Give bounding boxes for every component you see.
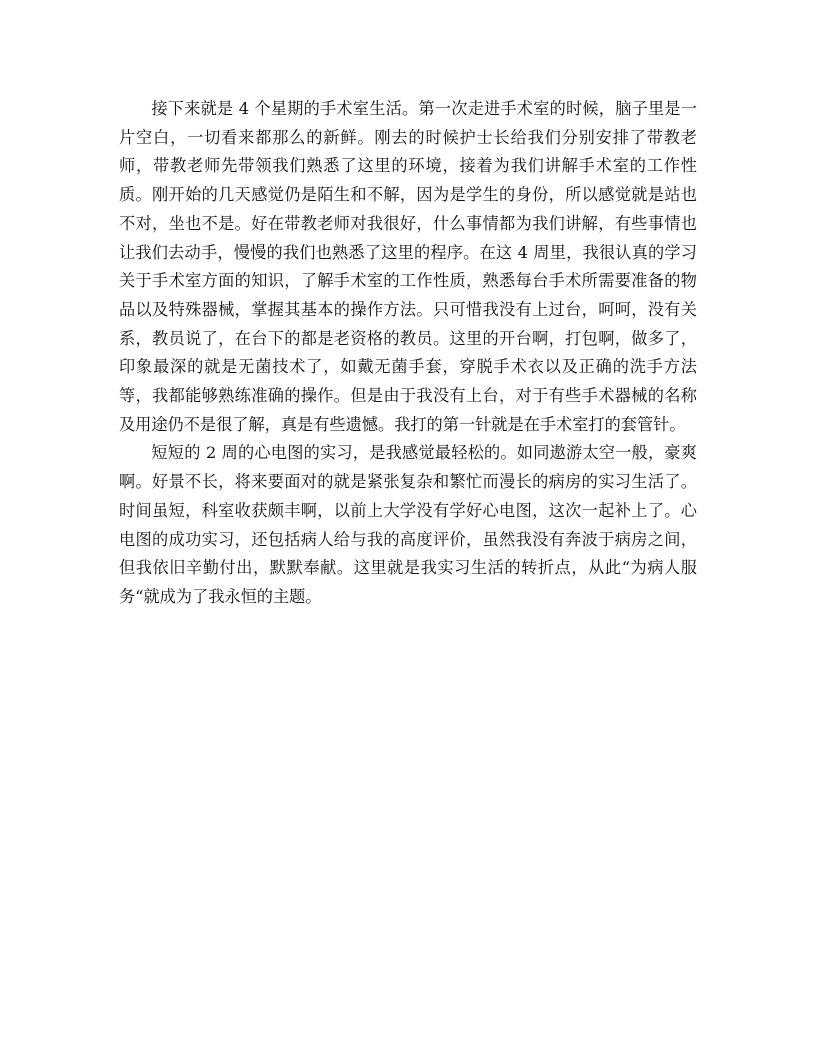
paragraph-ecg: 短短的 2 周的心电图的实习，是我感觉最轻松的。如同遨游太空一般，豪爽啊。好景不长，将来要面对的就是紧张复杂和繁忙而漫长的病房的实习生活了。时间虽短，科室收获颇丰啊，以前上大学没有学好心电图，这次一起补上了。心电图的成功实习，还包括病人给与我的高度评价，虽然我没有奔波于病房之间，但我依旧辛勤付出，默默奉献。这里就是我实习生活的转折点，从此“为病人服务“就成为了我永恒的主题。 — [119, 443, 697, 606]
paragraph-operating-room: 接下来就是 4 个星期的手术室生活。第一次走进手术室的时候，脑子里是一片空白，一切看来都那么的新鲜。刚去的时候护士长给我们分别安排了带教老师，带教老师先带领我们熟悉了这里的环境，接着为我们讲解手术室的工作性质。刚开始的几天感觉仍是陌生和不解，因为是学生的身份，所以感觉就是站也不对，坐也不是。好在带教老师对我很好，什么事情都为我们讲解，有些事情也让我们去动手，慢慢的我们也熟悉了这里的程序。在这 4 周里，我很认真的学习关于手术室方面的知识，了解手术室的工作性质，熟悉每台手术所需要准备的物品以及特殊器械，掌握其基本的操作方法。只可惜我没有上过台，呵呵，没有关系，教员说了，在台下的都是老资格的教员。这里的开台啊，打包啊，做多了，印象最深的就是无菌技术了，如戴无菌手套，穿脱手术衣以及正确的洗手方法等，我都能够熟练准确的操作。但是由于我没有上台，对于有些手术器械的名称及用途仍不是很了解，真是有些遗憾。我打的第一针就是在手术室打的套管针。 — [119, 99, 697, 434]
document-body — [119, 95, 697, 612]
